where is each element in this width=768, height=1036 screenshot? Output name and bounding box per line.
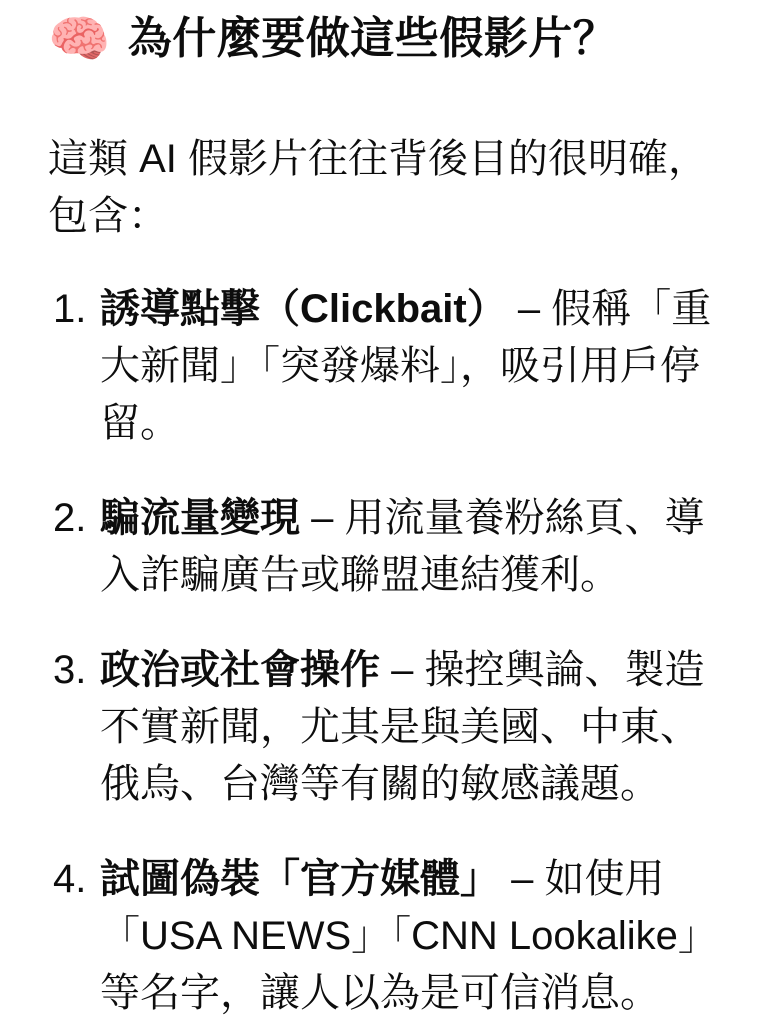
list-item-body: [100, 281, 720, 452]
intro-paragraph: 這類 AI 假影片往往背後目的很明確，包含：: [48, 137, 709, 238]
list-item: [48, 642, 720, 813]
list-item-bold-text: 騙流量變現: [100, 496, 300, 540]
list-item-marker: 4.: [53, 857, 87, 901]
list-item-text: – 如使用「USA NEWS」「CNN Lookalike」等名字，讓人以為是可信消息。: [100, 857, 718, 1015]
list-item-bold-text: 誘導點擊（Clickbait）: [100, 287, 507, 331]
list-item-marker: 3.: [53, 648, 87, 692]
list-item-bold-text: 試圖偽裝「官方媒體」: [100, 857, 500, 901]
list-item-body: [100, 851, 720, 1022]
list-item-body: [100, 642, 720, 813]
document-body: [0, 12, 768, 1022]
list-item-text: – 假稱「重大新聞」「突發爆料」，吸引用戶停留。: [100, 287, 712, 445]
list-item: [48, 851, 720, 1022]
brain-emoji: 🧠: [48, 10, 111, 67]
list-item: [48, 490, 720, 604]
list-item-bold-text: 政治或社會操作: [100, 648, 380, 692]
list-item-text: – 用流量養粉絲頁、導入詐騙廣告或聯盟連結獲利。: [100, 496, 705, 597]
list-item-body: [100, 490, 720, 604]
list-item-text: – 操控輿論、製造不實新聞，尤其是與美國、中東、俄烏、台灣等有關的敏感議題。: [100, 648, 705, 806]
page-title: [48, 12, 720, 65]
list-item: [48, 281, 720, 452]
list-item-marker: 1.: [53, 287, 87, 331]
reasons-list: [48, 281, 720, 1022]
list-item-marker: 2.: [53, 496, 87, 540]
page-title-text: 為什麼要做這些假影片？: [127, 14, 618, 63]
